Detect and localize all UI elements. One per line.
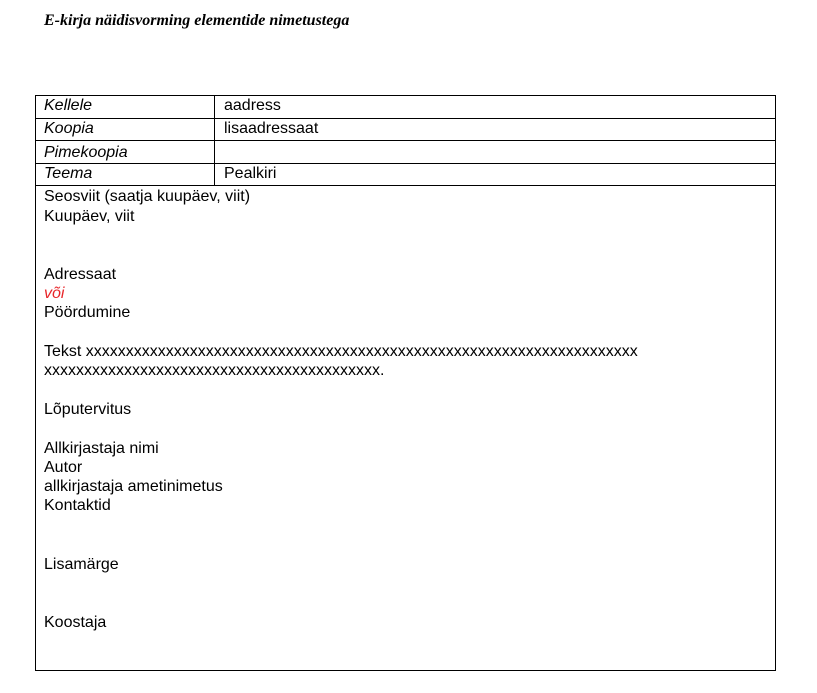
to-value: aadress <box>224 97 281 114</box>
compiler-line: Koostaja <box>44 614 107 631</box>
author-line: Autor <box>44 459 83 476</box>
cc-value: lisaadressaat <box>224 120 319 137</box>
subject-value: Pealkiri <box>224 165 277 182</box>
header-row-to <box>36 96 775 119</box>
signer-name-line: Allkirjastaja nimi <box>44 440 159 457</box>
date-line: Kuupäev, viit <box>44 208 135 225</box>
addressee-line: Adressaat <box>44 266 117 283</box>
salutation-line: Pöördumine <box>44 304 131 321</box>
reference-line: Seosviit (saatja kuupäev, viit) <box>44 188 251 205</box>
additional-note-line: Lisamärge <box>44 556 119 573</box>
cc-label: Koopia <box>36 119 215 140</box>
header-row-cc <box>36 119 775 141</box>
subject-label: Teema <box>36 164 215 185</box>
body-text-line-2: xxxxxxxxxxxxxxxxxxxxxxxxxxxxxxxxxxxxxxxxxx. <box>44 362 385 379</box>
email-form-table <box>35 95 776 671</box>
document-title: E-kirja näidisvorming elementide nimetustega <box>44 12 350 29</box>
or-word: või <box>44 285 65 302</box>
bcc-label: Pimekoopia <box>36 141 215 163</box>
contacts-line: Kontaktid <box>44 497 111 514</box>
header-row-bcc <box>36 141 775 164</box>
body-text-line-1: Tekst xxxxxxxxxxxxxxxxxxxxxxxxxxxxxxxxxxxxxxxxxxxxxxxxxxxxxxxxxxxxxxxxxxxxx <box>44 343 638 360</box>
to-label: Kellele <box>36 96 215 118</box>
closing-line: Lõputervitus <box>44 401 132 418</box>
header-row-subject <box>36 164 775 186</box>
signer-title-line: allkirjastaja ametinimetus <box>44 478 223 495</box>
